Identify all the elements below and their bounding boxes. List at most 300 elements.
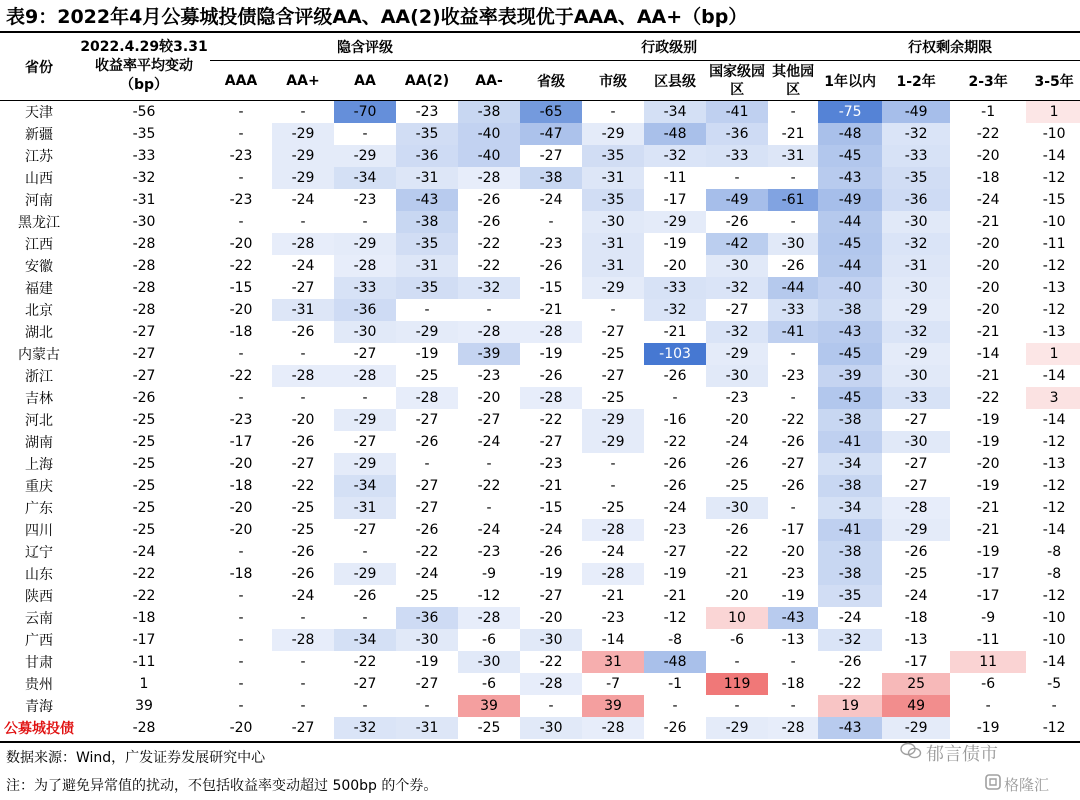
province-cell: 云南 [25, 611, 53, 627]
value-cell: -24 [539, 192, 563, 208]
value-cell: - [790, 390, 796, 406]
value-cell: - [300, 214, 306, 230]
value-cell: 119 [706, 673, 768, 695]
avg-change-cell: -56 [132, 104, 156, 120]
value-cell: - [610, 478, 616, 494]
table-row [0, 673, 1080, 695]
value-cell: -10 [1042, 632, 1066, 648]
value-cell: -29 [334, 563, 396, 585]
value-cell: -31 [396, 167, 458, 189]
value-cell: -42 [706, 233, 768, 255]
value-cell: -11 [976, 632, 1000, 648]
value-cell: -28 [334, 365, 396, 387]
value-cell: -23 [353, 192, 377, 208]
value-cell: -1 [981, 104, 996, 120]
avg-change-cell: -17 [132, 632, 156, 648]
value-cell: -17 [904, 654, 928, 670]
table-row [0, 321, 1080, 343]
value-cell: -26 [904, 544, 928, 560]
province-cell: 湖北 [25, 325, 53, 341]
header-col: 国家级园区 [706, 61, 768, 101]
value-cell: -24 [838, 610, 862, 626]
value-cell: -26 [353, 588, 377, 604]
value-cell: -29 [334, 453, 396, 475]
value-cell: -12 [1042, 170, 1066, 186]
value-cell: - [238, 170, 244, 186]
value-cell: - [362, 126, 368, 142]
value-cell: -27 [904, 412, 928, 428]
value-cell: -19 [976, 412, 1000, 428]
value-cell: -10 [1042, 126, 1066, 142]
value-cell: -20 [725, 588, 749, 604]
value-cell: - [300, 676, 306, 692]
value-cell: -1 [668, 676, 683, 692]
avg-change-cell: -31 [132, 192, 156, 208]
value-cell: -15 [1042, 192, 1066, 208]
value-cell: -24 [976, 192, 1000, 208]
value-cell: - [790, 346, 796, 362]
value-cell: -24 [415, 566, 439, 582]
value-cell: -21 [781, 126, 805, 142]
value-cell: -28 [396, 387, 458, 409]
value-cell: -35 [818, 585, 882, 607]
value-cell: -25 [415, 368, 439, 384]
avg-change-cell: -18 [132, 610, 156, 626]
value-cell: 49 [882, 695, 950, 717]
value-cell: -38 [818, 475, 882, 497]
gelonghui-logo-icon [985, 774, 1001, 794]
value-cell: -26 [291, 434, 315, 450]
value-cell: -31 [582, 167, 644, 189]
province-cell: 公募城投债 [4, 721, 74, 737]
value-cell: -14 [1042, 368, 1066, 384]
avg-change-cell: -11 [132, 654, 156, 670]
value-cell: - [1051, 698, 1057, 714]
table-row [0, 475, 1080, 497]
value-cell: -31 [396, 255, 458, 277]
value-cell: -25 [291, 500, 315, 516]
value-cell: -31 [272, 299, 334, 321]
value-cell: -26 [838, 654, 862, 670]
value-cell: -22 [415, 544, 439, 560]
header-province: 省份 [0, 33, 78, 101]
value-cell: -25 [601, 500, 625, 516]
province-cell: 内蒙古 [18, 347, 60, 363]
watermark-brand-2: 格隆汇 [1004, 775, 1050, 794]
value-cell: -103 [644, 343, 706, 365]
value-cell: -25 [291, 522, 315, 538]
value-cell: -26 [781, 478, 805, 494]
value-cell: -34 [334, 167, 396, 189]
value-cell: -34 [334, 629, 396, 651]
value-cell: - [610, 302, 616, 318]
value-cell: -13 [1042, 324, 1066, 340]
value-cell: -27 [781, 456, 805, 472]
watermark-gelonghui [985, 772, 1049, 796]
value-cell: -25 [415, 588, 439, 604]
province-cell: 广东 [25, 501, 53, 517]
value-cell: -45 [818, 145, 882, 167]
value-cell: - [362, 698, 368, 714]
value-cell: -13 [1042, 456, 1066, 472]
value-cell: -32 [644, 299, 706, 321]
value-cell: -29 [582, 277, 644, 299]
value-cell: -27 [904, 456, 928, 472]
value-cell: -27 [353, 676, 377, 692]
value-cell: -12 [1042, 302, 1066, 318]
table-row [0, 387, 1080, 409]
value-cell: - [300, 610, 306, 626]
avg-change-cell: -27 [132, 368, 156, 384]
value-cell: -44 [818, 255, 882, 277]
province-cell: 河北 [25, 413, 53, 429]
avg-change-cell: -28 [132, 280, 156, 296]
value-cell: - [238, 390, 244, 406]
header-col: AA(2) [396, 61, 458, 101]
value-cell: -23 [539, 456, 563, 472]
value-cell: -20 [976, 280, 1000, 296]
value-cell: -25 [601, 346, 625, 362]
table-row [0, 167, 1080, 189]
value-cell: - [985, 698, 991, 714]
province-cell: 贵州 [25, 677, 53, 693]
value-cell: - [238, 544, 244, 560]
province-cell: 天津 [25, 105, 53, 121]
value-cell: -35 [396, 233, 458, 255]
value-cell: - [362, 390, 368, 406]
value-cell: -20 [725, 412, 749, 428]
value-cell: 1 [1026, 101, 1080, 124]
value-cell: -15 [539, 280, 563, 296]
value-cell: -30 [706, 497, 768, 519]
value-cell: -13 [904, 632, 928, 648]
value-cell: - [362, 214, 368, 230]
value-cell: -30 [520, 717, 582, 739]
value-cell: -14 [1042, 412, 1066, 428]
value-cell: 1 [1026, 343, 1080, 365]
value-cell: -33 [706, 145, 768, 167]
value-cell: -7 [606, 676, 621, 692]
value-cell: -19 [976, 434, 1000, 450]
table-row [0, 145, 1080, 167]
value-cell: -32 [882, 321, 950, 343]
value-cell: -33 [334, 277, 396, 299]
value-cell: -21 [539, 302, 563, 318]
value-cell: -26 [539, 544, 563, 560]
value-cell: -24 [477, 434, 501, 450]
value-cell: -30 [520, 629, 582, 651]
value-cell: -28 [334, 255, 396, 277]
value-cell: -31 [882, 255, 950, 277]
value-cell: -28 [582, 717, 644, 739]
value-cell: -26 [725, 214, 749, 230]
value-cell: -27 [539, 434, 563, 450]
value-cell: -12 [1042, 720, 1066, 736]
value-cell: -40 [458, 145, 520, 167]
value-cell: - [486, 500, 492, 516]
header-col: AAA [210, 61, 272, 101]
value-cell: -41 [818, 431, 882, 453]
table-row [0, 277, 1080, 299]
value-cell: -27 [415, 412, 439, 428]
value-cell: -10 [1042, 610, 1066, 626]
province-cell: 新疆 [25, 127, 53, 143]
header-col: 2-3年 [950, 61, 1026, 101]
value-cell: 19 [818, 695, 882, 717]
value-cell: -45 [818, 387, 882, 409]
province-cell: 广西 [25, 633, 53, 649]
value-cell: -19 [415, 654, 439, 670]
value-cell: -20 [229, 236, 253, 252]
table-row [0, 299, 1080, 321]
value-cell: -28 [582, 519, 644, 541]
value-cell: -23 [601, 610, 625, 626]
value-cell: -28 [458, 321, 520, 343]
value-cell: -20 [229, 522, 253, 538]
value-cell: -21 [539, 478, 563, 494]
value-cell: -23 [477, 544, 501, 560]
value-cell: -21 [976, 368, 1000, 384]
table-row [0, 233, 1080, 255]
table-row [0, 563, 1080, 585]
value-cell: - [362, 610, 368, 626]
value-cell: - [734, 654, 740, 670]
value-cell: -43 [818, 717, 882, 739]
value-cell: -48 [644, 123, 706, 145]
value-cell: -35 [582, 189, 644, 211]
value-cell: -20 [976, 148, 1000, 164]
value-cell: -20 [229, 720, 253, 736]
avg-change-cell: -28 [132, 720, 156, 736]
header-col: 区县级 [644, 61, 706, 101]
value-cell: -25 [725, 478, 749, 494]
value-cell: -27 [291, 720, 315, 736]
value-cell: - [610, 104, 616, 120]
avg-change-cell: -28 [132, 302, 156, 318]
value-cell: -27 [601, 324, 625, 340]
value-cell: -23 [781, 566, 805, 582]
value-cell: -29 [334, 233, 396, 255]
value-cell: - [424, 698, 430, 714]
value-cell: -22 [838, 676, 862, 692]
value-cell: -26 [539, 368, 563, 384]
value-cell: -28 [520, 673, 582, 695]
value-cell: -26 [291, 544, 315, 560]
table-row [0, 541, 1080, 563]
avg-change-cell: -25 [132, 412, 156, 428]
value-cell: -25 [477, 720, 501, 736]
value-cell: 39 [582, 695, 644, 717]
value-cell: -30 [882, 431, 950, 453]
value-cell: -23 [229, 412, 253, 428]
value-cell: -29 [644, 211, 706, 233]
value-cell: -8 [1047, 544, 1062, 560]
value-cell: - [734, 698, 740, 714]
value-cell: -20 [976, 236, 1000, 252]
value-cell: -22 [229, 258, 253, 274]
value-cell: -22 [477, 478, 501, 494]
value-cell: -22 [725, 544, 749, 560]
value-cell: -24 [291, 192, 315, 208]
value-cell: -22 [663, 434, 687, 450]
value-cell: -33 [882, 387, 950, 409]
value-cell: -19 [415, 346, 439, 362]
value-cell: -20 [229, 456, 253, 472]
value-cell: -28 [272, 365, 334, 387]
avg-change-cell: -33 [132, 148, 156, 164]
value-cell: -32 [458, 277, 520, 299]
value-cell: -26 [477, 192, 501, 208]
value-cell: -30 [882, 365, 950, 387]
value-cell: -27 [725, 302, 749, 318]
value-cell: -34 [334, 475, 396, 497]
table-row [0, 453, 1080, 475]
value-cell: - [672, 698, 678, 714]
value-cell: -44 [768, 277, 818, 299]
value-cell: - [300, 346, 306, 362]
header-group-remaining-term: 行权剩余期限 [818, 33, 1080, 61]
value-cell: -6 [981, 676, 996, 692]
value-cell: -21 [976, 214, 1000, 230]
province-cell: 北京 [25, 303, 53, 319]
table-row [0, 629, 1080, 651]
value-cell: -31 [768, 145, 818, 167]
value-cell: -75 [818, 101, 882, 124]
value-cell: -40 [818, 277, 882, 299]
value-cell: - [486, 302, 492, 318]
value-cell: -36 [882, 189, 950, 211]
value-cell: -13 [781, 632, 805, 648]
value-cell: -43 [818, 167, 882, 189]
value-cell: -8 [668, 632, 683, 648]
value-cell: -45 [818, 233, 882, 255]
value-cell: -18 [229, 566, 253, 582]
value-cell: 3 [1026, 387, 1080, 409]
value-cell: -12 [663, 610, 687, 626]
value-cell: - [672, 390, 678, 406]
value-cell: -28 [458, 607, 520, 629]
value-cell: -26 [415, 434, 439, 450]
province-cell: 黑龙江 [18, 215, 60, 231]
value-cell: -27 [904, 478, 928, 494]
table-row [0, 211, 1080, 233]
value-cell: - [238, 346, 244, 362]
header-col: 1年以内 [818, 61, 882, 101]
watermark-wechat [900, 738, 998, 768]
value-cell: -41 [768, 321, 818, 343]
table-row [0, 695, 1080, 717]
value-cell: -10 [1042, 214, 1066, 230]
value-cell: -12 [1042, 478, 1066, 494]
avg-change-cell: -27 [132, 324, 156, 340]
value-cell: -14 [1042, 148, 1066, 164]
value-cell: - [424, 456, 430, 472]
value-cell: -32 [818, 629, 882, 651]
value-cell: -14 [1042, 522, 1066, 538]
value-cell: -28 [520, 321, 582, 343]
value-cell: -24 [663, 500, 687, 516]
value-cell: -23 [781, 368, 805, 384]
table-row [0, 497, 1080, 519]
value-cell: -31 [334, 497, 396, 519]
value-cell: - [238, 632, 244, 648]
value-cell: -29 [272, 167, 334, 189]
province-cell: 安徽 [25, 259, 53, 275]
value-cell: -35 [882, 167, 950, 189]
value-cell: -6 [730, 632, 745, 648]
value-cell: -29 [882, 519, 950, 541]
table-row [0, 519, 1080, 541]
value-cell: -38 [396, 211, 458, 233]
value-cell: -23 [663, 522, 687, 538]
value-cell: -21 [601, 588, 625, 604]
value-cell: -30 [396, 629, 458, 651]
value-cell: -48 [818, 123, 882, 145]
value-cell: -30 [882, 277, 950, 299]
value-cell: -26 [539, 258, 563, 274]
value-cell: -20 [477, 390, 501, 406]
value-cell: -27 [601, 368, 625, 384]
header-col: 省级 [520, 61, 582, 101]
value-cell: -36 [396, 607, 458, 629]
value-cell: -27 [291, 456, 315, 472]
province-cell: 陕西 [25, 589, 53, 605]
value-cell: -28 [882, 497, 950, 519]
header-group-implied-rating: 隐含评级 [210, 33, 520, 61]
avg-change-cell: -35 [132, 126, 156, 142]
value-cell: -27 [663, 544, 687, 560]
value-cell: -12 [1042, 258, 1066, 274]
value-cell: -19 [976, 720, 1000, 736]
avg-change-cell: -25 [132, 456, 156, 472]
value-cell: -12 [477, 588, 501, 604]
avg-change-cell: -25 [132, 500, 156, 516]
value-cell: -35 [396, 123, 458, 145]
value-cell: -29 [882, 299, 950, 321]
value-cell: - [300, 654, 306, 670]
value-cell: -20 [229, 302, 253, 318]
value-cell: -40 [458, 123, 520, 145]
value-cell: -26 [291, 324, 315, 340]
value-cell: -26 [725, 456, 749, 472]
value-cell: -31 [582, 255, 644, 277]
province-cell: 四川 [25, 523, 53, 539]
value-cell: -61 [768, 189, 818, 211]
table-row [0, 255, 1080, 277]
value-cell: -36 [396, 145, 458, 167]
value-cell: -29 [334, 409, 396, 431]
value-cell: -29 [396, 321, 458, 343]
value-cell: -22 [229, 368, 253, 384]
value-cell: -32 [334, 717, 396, 739]
value-cell: -29 [272, 145, 334, 167]
value-cell: -20 [976, 302, 1000, 318]
value-cell: 11 [950, 651, 1026, 673]
value-cell: -18 [229, 324, 253, 340]
value-cell: -23 [539, 236, 563, 252]
value-cell: -11 [1042, 236, 1066, 252]
value-cell: -22 [477, 258, 501, 274]
value-cell: -24 [477, 522, 501, 538]
value-cell: - [238, 104, 244, 120]
value-cell: -32 [706, 321, 768, 343]
value-cell: - [362, 544, 368, 560]
value-cell: -29 [706, 717, 768, 739]
province-cell: 重庆 [25, 479, 53, 495]
value-cell: -20 [781, 544, 805, 560]
header-col: AA [334, 61, 396, 101]
value-cell: - [238, 126, 244, 142]
